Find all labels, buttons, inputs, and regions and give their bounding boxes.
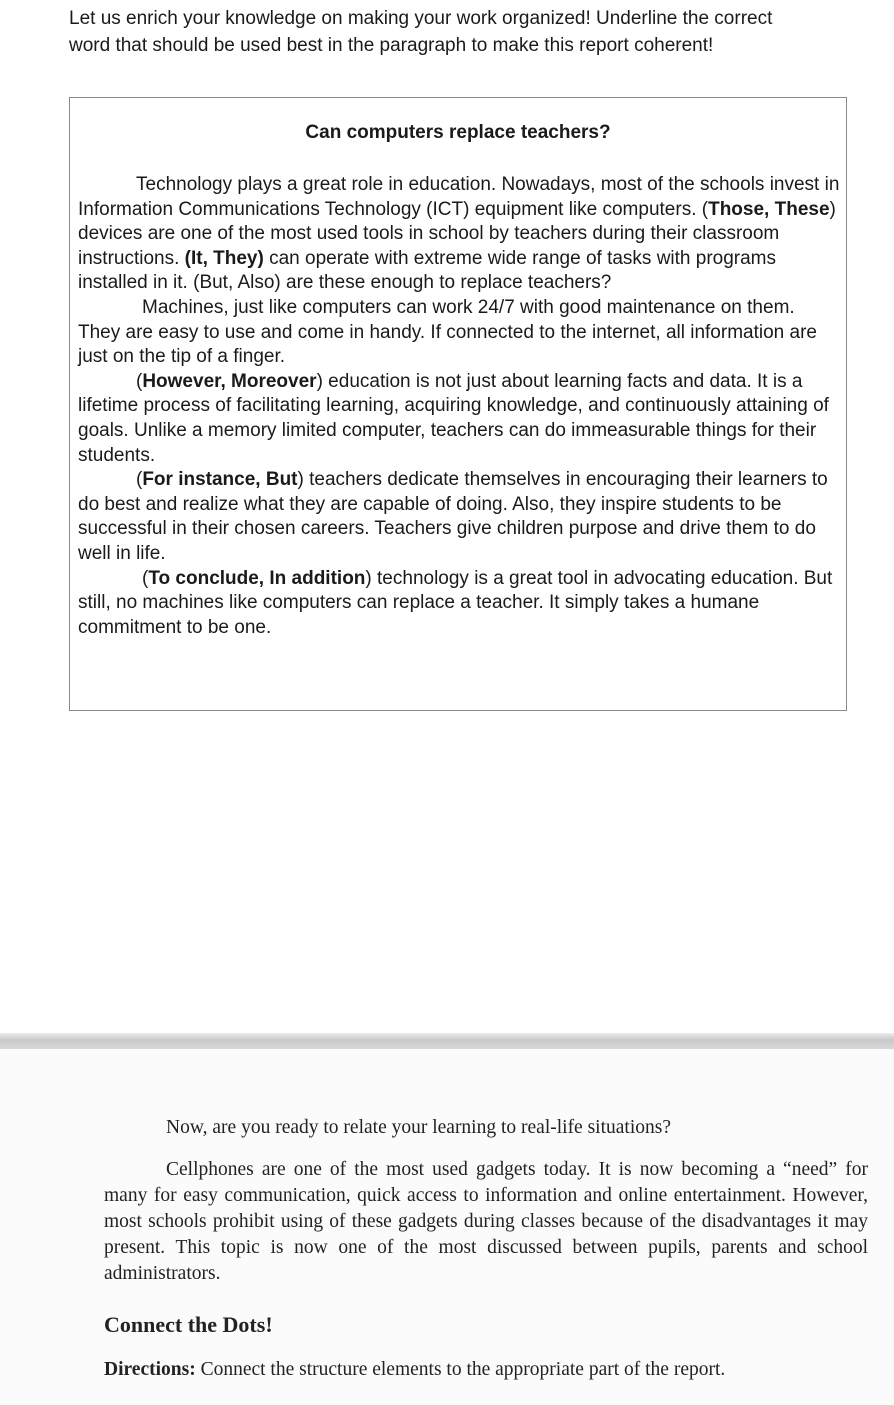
report-paragraph-3: (However, Moreover) education is not just about learning facts and data. It is a lifetime process of facilitating learning, acquiring knowledge, and continuously attaining of goals. Unlike a memory limited computer, teachers can do immeasurable things for their students. <box>78 370 829 466</box>
section-heading: Connect the Dots! <box>104 1312 273 1337</box>
choice-forinstance-but: For instance, But <box>142 469 298 491</box>
choice-toconclude-inaddition: To conclude, In addition <box>148 567 366 589</box>
cellphone-paragraph: Cellphones are one of the most used gadgets today. It is now becoming a “need” for many for easy communication, quick access to information and online entertainment. However, most schools prohibit using of these gadgets during classes because of the disadvantages it may present. This topic is now one of the most discussed between pupils, parents and school administrators. <box>104 1159 868 1284</box>
report-paragraph-5: (To conclude, In addition) technology is a great tool in advocating education. But still, no machines like computers can replace a teacher. It simply takes a humane commitment to be one. <box>78 567 833 638</box>
question-text: Now, are you ready to relate your learning to real-life situations? <box>166 1117 672 1138</box>
directions-text: Directions: Connect the structure elements to the appropriate part of the report. <box>104 1359 726 1380</box>
report-paragraph-1: Technology plays a great role in education. Nowadays, most of the schools invest in Information Communications Technology (ICT) equipment like computers. (Those, These) devices are one of the most used tools in school by teachers during their classroom instructions. (It, They) can operate with extreme wide range of tasks with programs installed in it. (But, Also) are these enough to replace teachers? <box>78 174 840 294</box>
page-divider <box>0 1033 894 1049</box>
report-paragraph-2: Machines, just like computers can work 24/7 with good maintenance on them. They are easy to use and come in handy. If connected to the internet, all information are just on the tip of a finger. <box>78 296 817 368</box>
report-paragraph-4: (For instance, But) teachers dedicate themselves in encouraging their learners to do best and realize what they are capable of doing. Also, they inspire students to be successful in their chosen careers. Teachers give children purpose and drive them to do well in life. <box>78 469 828 564</box>
instructions-text: Let us enrich your knowledge on making your work organized! Underline the correct word that should be used best in the paragraph to make this report coherent! <box>69 8 773 56</box>
choice-it-they: (It, They) <box>184 247 264 269</box>
lower-page <box>0 1049 894 1405</box>
choice-those-these: Those, These <box>708 198 830 220</box>
report-box <box>69 97 847 711</box>
report-title: Can computers replace teachers? <box>305 122 611 143</box>
report-body <box>78 173 840 640</box>
choice-however-moreover: However, Moreover <box>142 370 317 392</box>
